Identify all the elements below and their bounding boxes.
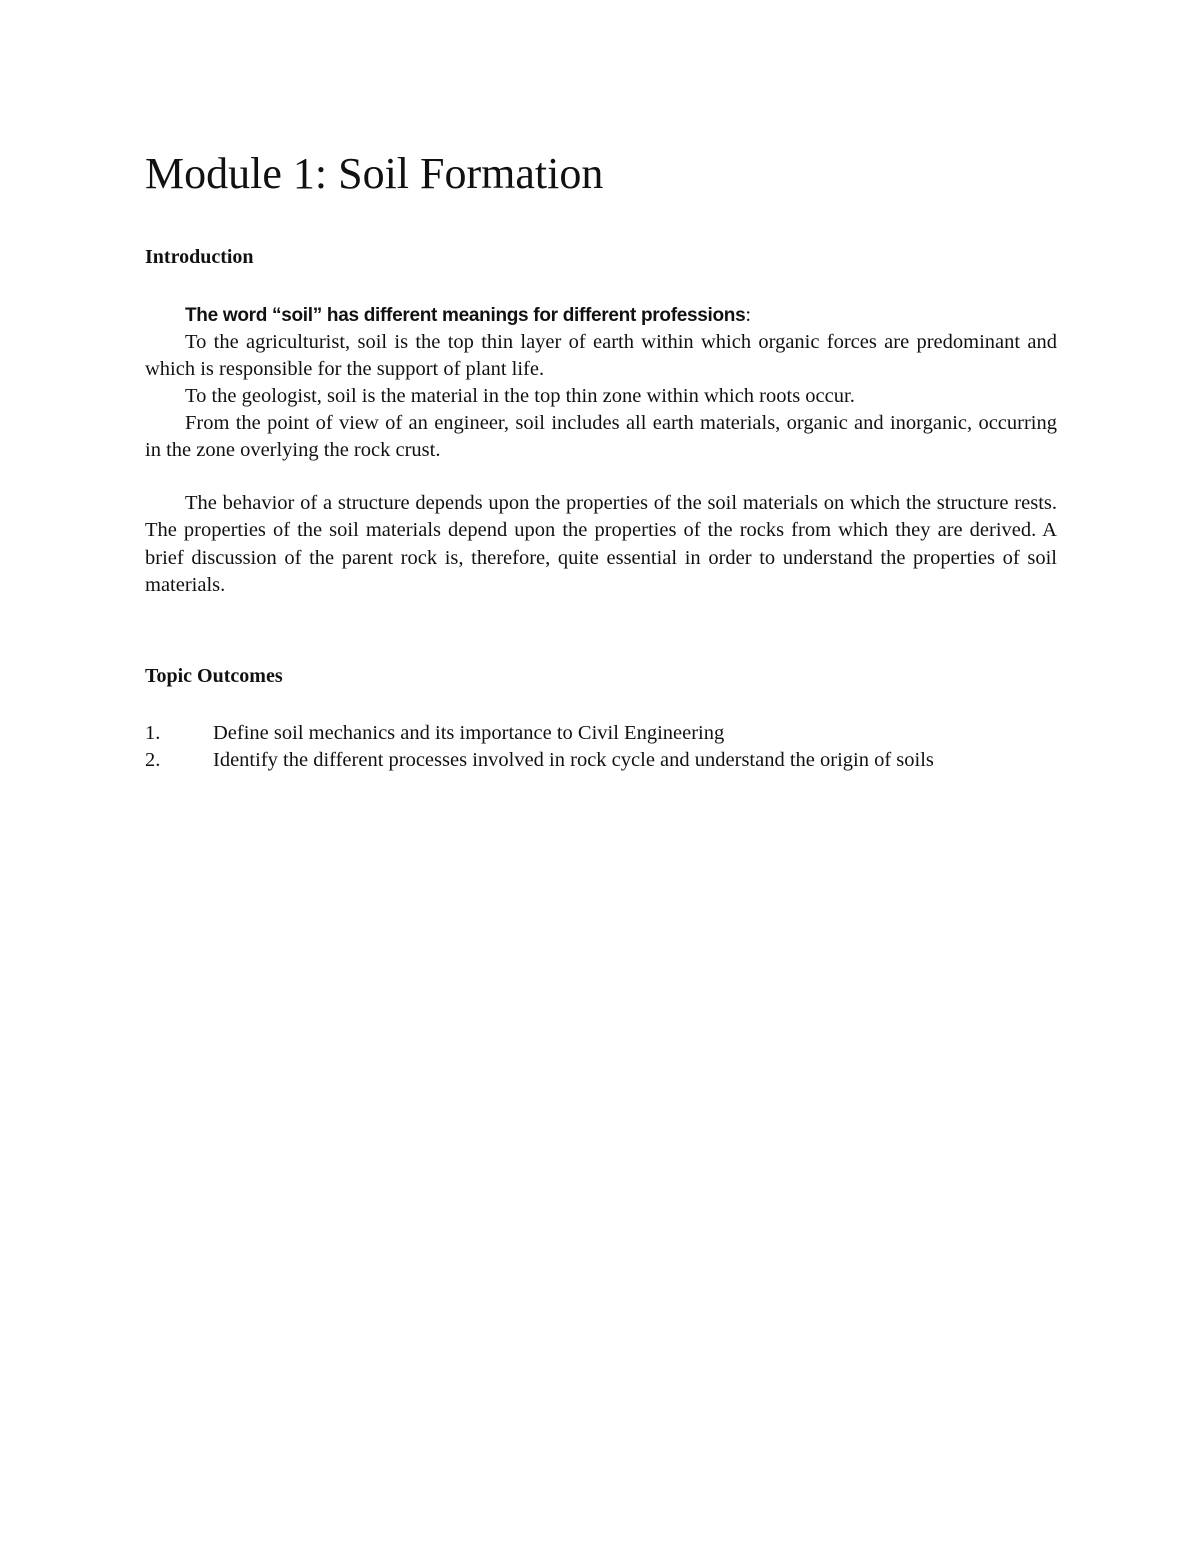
lead-paragraph (145, 302, 1057, 329)
outcome-item (145, 720, 1057, 747)
agriculturist-definition: To the agriculturist, soil is the top thin layer of earth within which organic forces are predominant and which is responsible for the support of plant life. (145, 331, 1057, 380)
geologist-definition: To the geologist, soil is the material in the top thin zone within which roots occur. (185, 385, 855, 407)
outcome-number: 1. (145, 722, 161, 744)
page-title: Module 1: Soil Formation (145, 149, 604, 198)
outcome-item (145, 747, 1057, 774)
structure-behavior-paragraph: The behavior of a structure depends upon the properties of the soil materials on which the structure rests. The properties of the soil materials depend upon the properties of the rocks from which they are derived. A brief discussion of the parent rock is, therefore, quite essential in order to understand the properties of soil materials. (145, 492, 1057, 597)
topic-outcomes-heading: Topic Outcomes (145, 665, 283, 687)
lead-colon: : (745, 304, 752, 326)
outcome-text: Define soil mechanics and its importance to Civil Engineering (213, 722, 725, 744)
introduction-heading: Introduction (145, 246, 254, 268)
outcome-number: 2. (145, 749, 161, 771)
introduction-definitions (145, 302, 1057, 464)
outcome-text: Identify the different processes involved in rock cycle and understand the origin of soils (213, 749, 934, 771)
topic-outcomes-list (145, 720, 1057, 774)
engineer-definition: From the point of view of an engineer, soil includes all earth materials, organic and inorganic, occurring in the zone overlying the rock crust. (145, 412, 1057, 461)
lead-statement: The word “soil” has different meanings for different professions (185, 305, 746, 326)
